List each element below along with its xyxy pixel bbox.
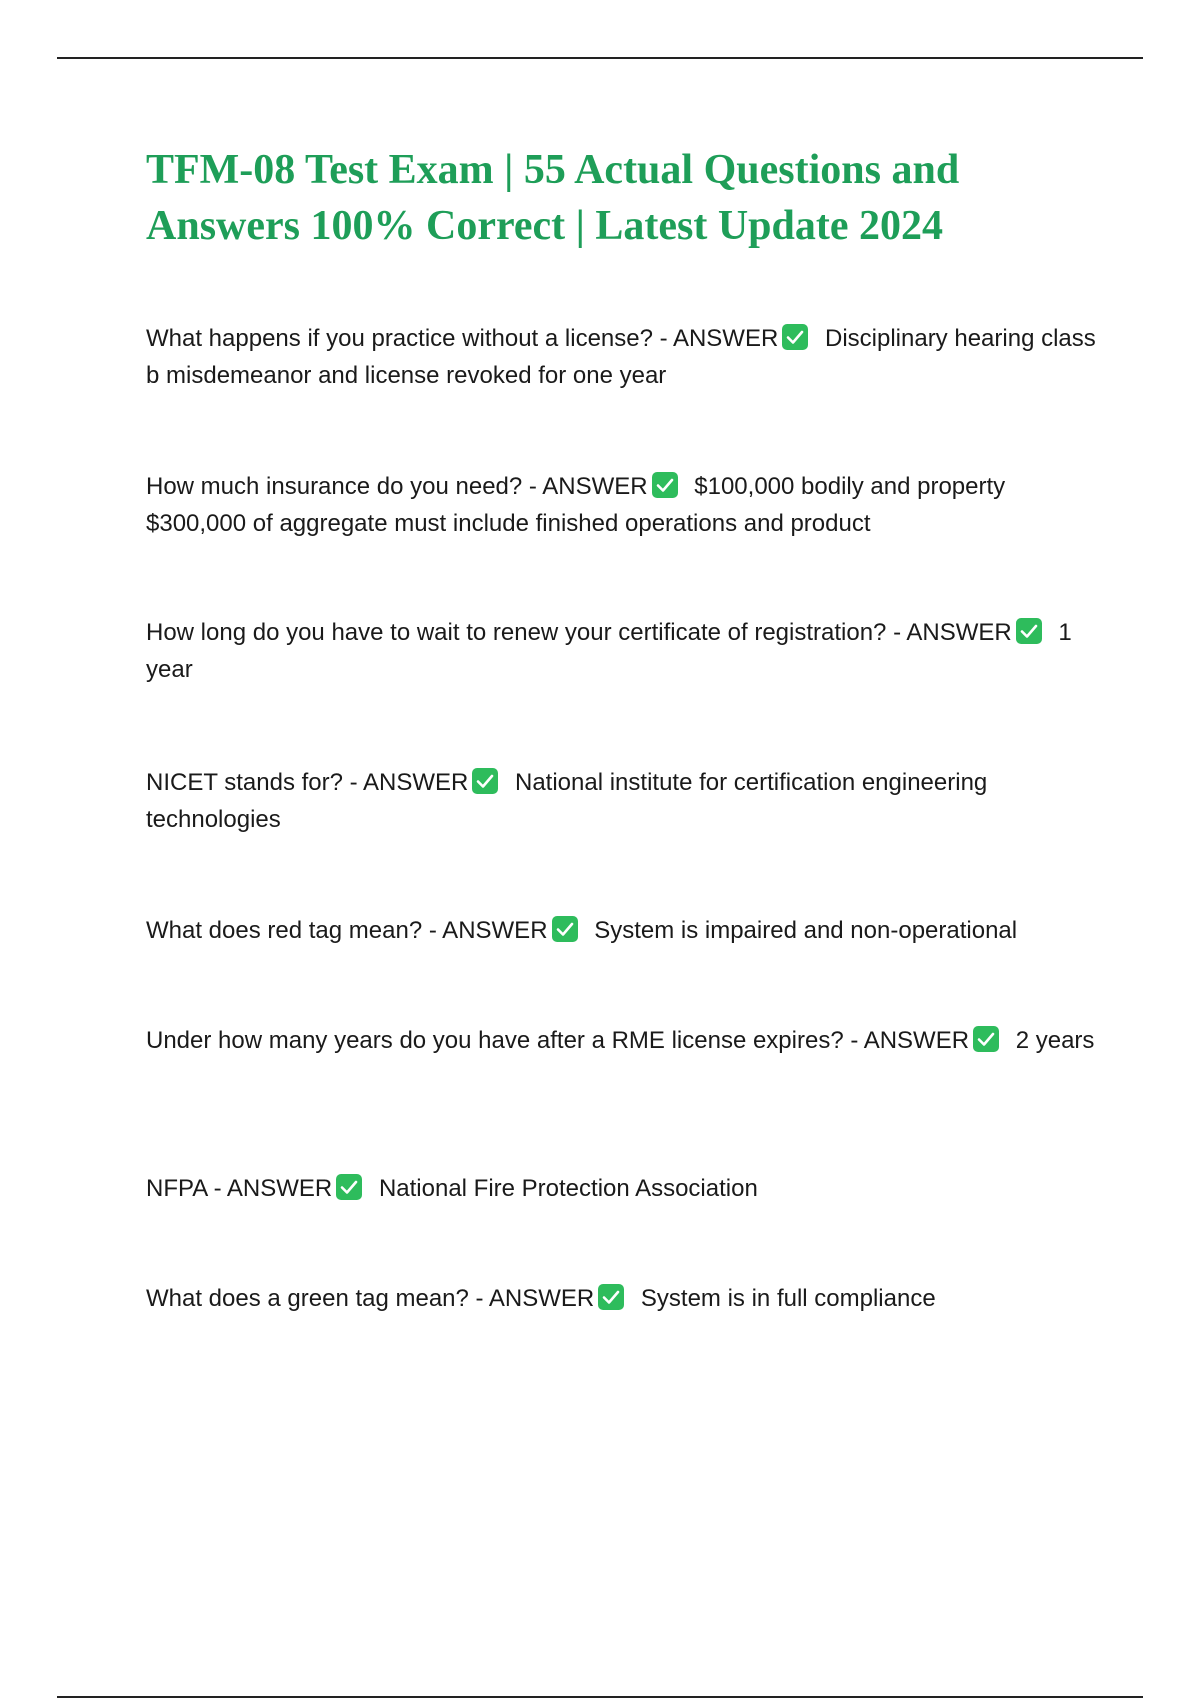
answer-text: Disciplinary hearing class b misdemeanor and license revoked for one year <box>146 325 1096 389</box>
qa-item <box>146 1280 1106 1317</box>
check-icon <box>472 768 498 794</box>
check-icon <box>598 1284 624 1310</box>
answer-label: - ANSWER <box>213 1175 333 1202</box>
top-divider <box>57 57 1143 59</box>
question-text: Under how many years do you have after a RME license expires? <box>146 1027 844 1054</box>
document-title: TFM-08 Test Exam | 55 Actual Questions and Answers 100% Correct | Latest Update 2024 <box>146 147 960 249</box>
question-text: What happens if you practice without a license? <box>146 325 653 352</box>
answer-label: - ANSWER <box>428 917 548 944</box>
check-icon <box>336 1174 362 1200</box>
question-text: How much insurance do you need? <box>146 473 523 500</box>
question-text: NFPA <box>146 1175 207 1202</box>
check-icon <box>782 324 808 350</box>
answer-text: National institute for certification engineering technologies <box>146 769 988 833</box>
answer-text: System is impaired and non-operational <box>594 917 1018 944</box>
qa-item <box>146 1170 1106 1207</box>
answer-label: - ANSWER <box>893 619 1012 646</box>
qa-item <box>146 1022 1106 1059</box>
answer-text: 1 year <box>146 619 1072 683</box>
question-text: What does red tag mean? <box>146 917 423 944</box>
qa-item <box>146 912 1106 949</box>
answer-text: National Fire Protection Association <box>378 1175 758 1202</box>
check-icon <box>1016 618 1042 644</box>
answer-text: System is in full compliance <box>640 1285 936 1312</box>
question-text: What does a green tag mean? <box>146 1285 469 1312</box>
answer-label: - ANSWER <box>349 769 469 796</box>
check-icon <box>652 472 678 498</box>
answer-label: - ANSWER <box>475 1285 595 1312</box>
check-icon <box>973 1026 999 1052</box>
answer-label: - ANSWER <box>659 325 779 352</box>
answer-label: - ANSWER <box>528 473 648 500</box>
check-icon <box>552 916 578 942</box>
qa-item <box>146 764 1106 838</box>
bottom-divider <box>57 1696 1143 1698</box>
answer-text: $100,000 bodily and property $300,000 of aggregate must include finished operations and product <box>146 473 1006 537</box>
question-text: How long do you have to wait to renew your certificate of registration? <box>146 619 887 646</box>
answer-text: 2 years <box>1015 1027 1095 1054</box>
qa-item <box>146 614 1106 688</box>
qa-item <box>146 320 1106 394</box>
question-text: NICET stands for? <box>146 769 343 796</box>
answer-label: - ANSWER <box>850 1027 970 1054</box>
qa-item <box>146 468 1106 542</box>
